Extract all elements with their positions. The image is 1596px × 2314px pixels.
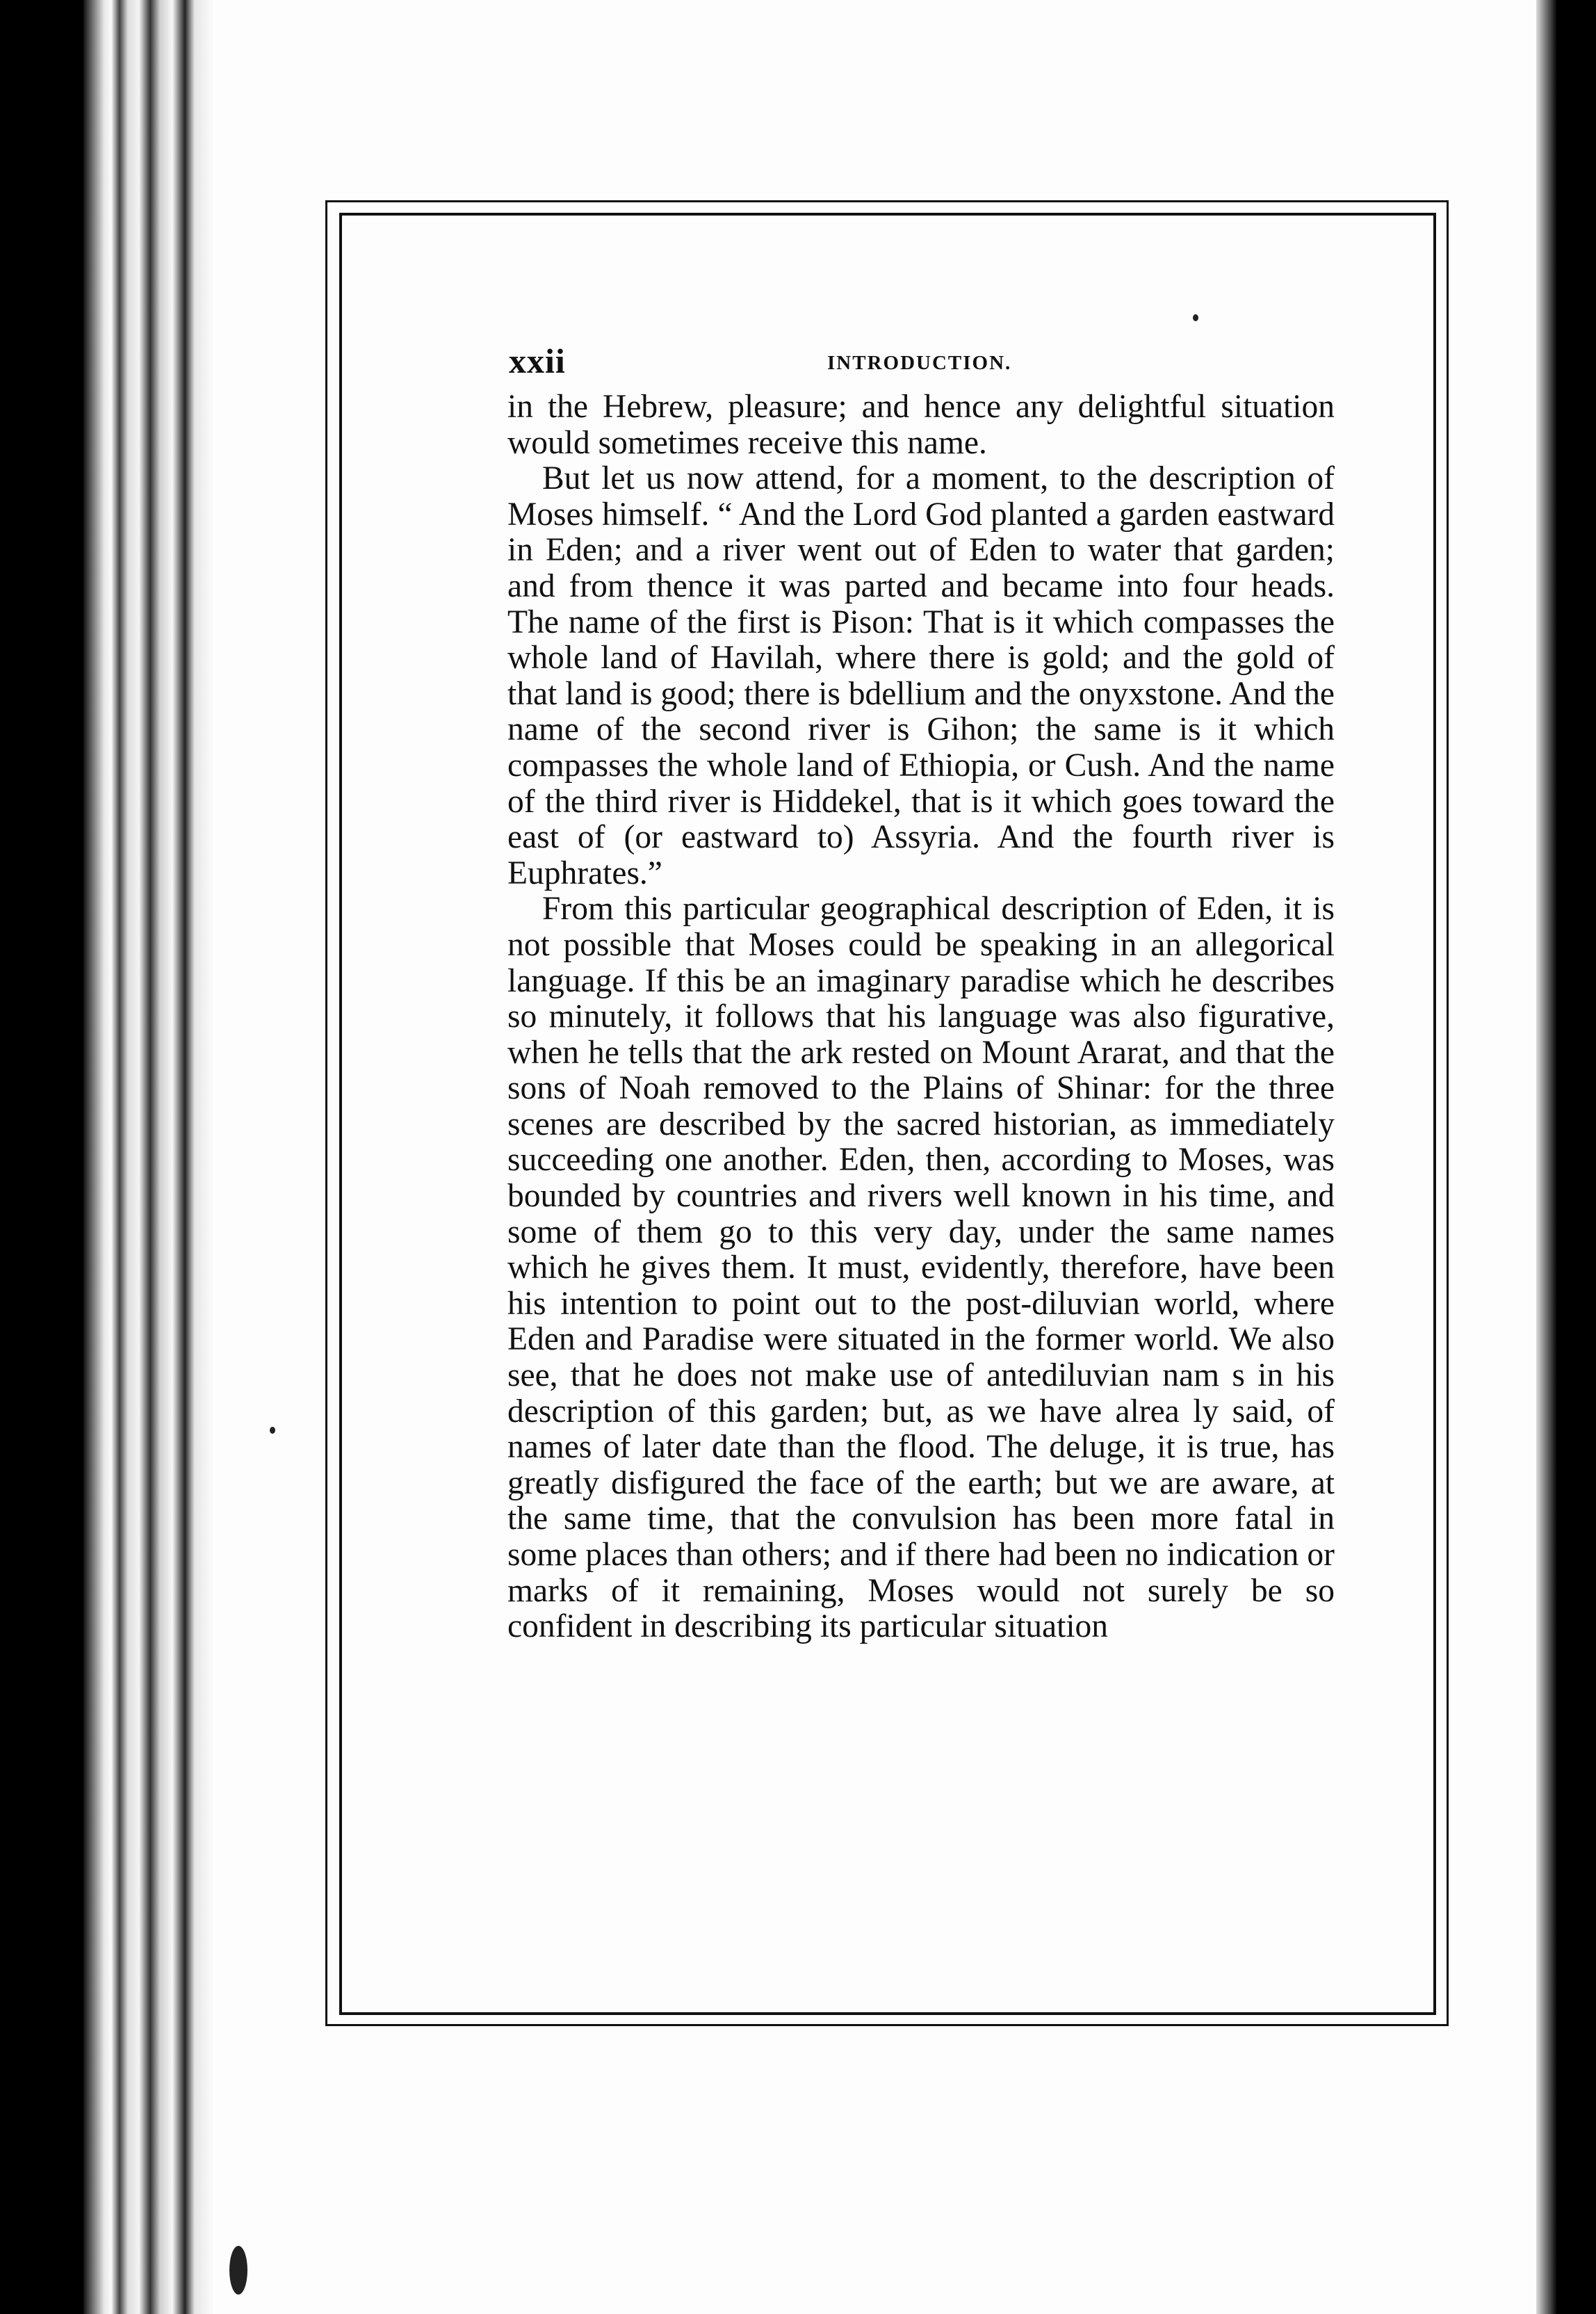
page-number: xxii bbox=[509, 341, 566, 380]
paragraph: in the Hebrew, pleasure; and hence any delightful situation would sometimes receive this name. bbox=[507, 389, 1335, 461]
paragraph: But let us now attend, for a moment, to the description of Moses himself. “ And the Lord God planted a garden eastward in Eden; and a river went out of Eden to water that garden; and from thence it was parted and became into four heads. The name of the first is Pison: That is it which compasses the whole land of Havilah, where there is gold; and the gold of that land is good; there is bdellium and the onyxstone. And the name of the second river is Gihon; the same is it which compasses the whole land of Ethiopia, or Cush. And the name of the third river is Hiddekel, that is it which goes toward the east of (or eastward to) Assyria. And the fourth river is Euphrates.” bbox=[507, 460, 1335, 891]
ink-speck bbox=[229, 2246, 247, 2295]
book-page-edges bbox=[83, 0, 229, 2314]
paragraph: From this particular geographical description of Eden, it is not possible that Moses could be speaking in an allegorical language. If this be an imaginary paradise which he describes so minutely, it follows that his language was also figurative, when he tells that the ark rested on Mount Ararat, and that the sons of Noah removed to the Plains of Shinar: for the three scenes are described by the sacred historian, as immediately succeeding one another. Eden, then, according to Moses, was bounded by countries and rivers well known in his time, and some of them go to this very day, under the same names which he gives them. It must, evidently, therefore, have been his intention to point out to the post-diluvian world, where Eden and Paradise were situated in the former world. We also see, that he does not make use of antediluvian nam s in his description of this garden; but, as we have alrea ly said, of names of later date than the flood. The deluge, it is true, has greatly disfigured the face of the earth; but we are aware, at the same time, that the convulsion has been more fatal in some places than others; and if there had been no indication or marks of it remaining, Moses would not surely be so confident in describing its particular situation bbox=[507, 891, 1335, 1645]
body-text bbox=[507, 389, 1335, 1645]
running-title: INTRODUCTION. bbox=[827, 352, 1012, 374]
page-content bbox=[507, 334, 1335, 1645]
page-gutter-shadow bbox=[1536, 0, 1557, 2314]
ink-speck bbox=[270, 1427, 275, 1434]
running-head bbox=[507, 334, 1335, 389]
ink-speck bbox=[1193, 314, 1198, 321]
